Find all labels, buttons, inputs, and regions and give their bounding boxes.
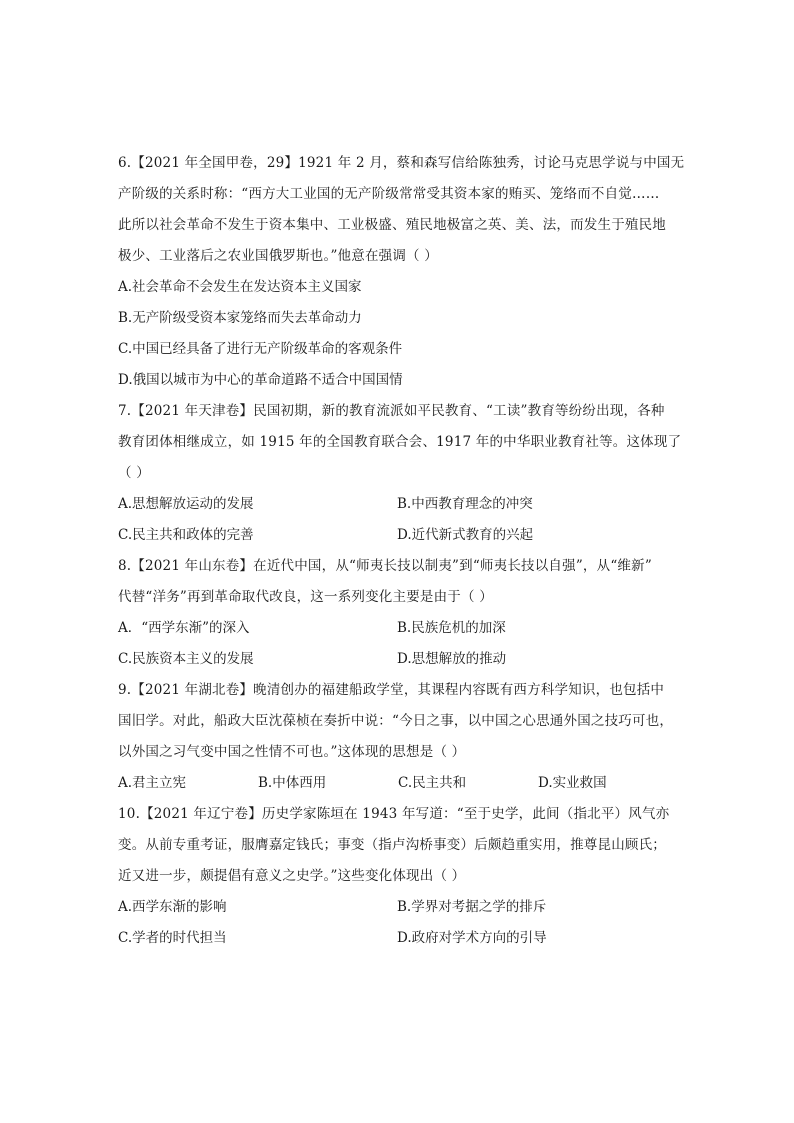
question-6-stem-line-4: 极少、工业落后之农业国俄罗斯也。”他意在强调（ ）	[118, 248, 438, 264]
question-6-option-c: C.中国已经具备了进行无产阶级革命的客观条件	[118, 341, 403, 357]
question-10-option-a: A.西学东渐的影响	[118, 899, 227, 915]
question-10-option-d: D.政府对学术方向的引导	[397, 930, 547, 946]
question-8-stem-line-2: 代替“洋务”再到革命取代改良，这一系列变化主要是由于（ ）	[118, 589, 493, 605]
question-10-options-row-2	[118, 923, 678, 954]
question-list	[118, 148, 685, 954]
question-8-option-a: A．“西学东渐”的深入	[118, 620, 250, 636]
question-10-stem-line-1: 10.【2021 年辽宁卷】历史学家陈垣在 1943 年写道：“至于史学，此间（指北平）风气亦	[118, 806, 670, 822]
question-8-options-row-1	[118, 613, 678, 644]
question-7-option-a: A.思想解放运动的发展	[118, 496, 254, 512]
question-6-stem-line-1: 6.【2021 年全国甲卷，29】1921 年 2 月，蔡和森写信给陈独秀，讨论马克思学说与中国无	[118, 155, 685, 171]
question-7	[118, 396, 682, 551]
question-7-option-c: C.民主共和政体的完善	[118, 527, 254, 543]
question-9-option-c: C.民主共和	[398, 775, 467, 791]
question-9-stem-line-2: 国旧学。对此，船政大臣沈葆桢在奏折中说：“今日之事，以中国之心思通外国之技巧可也，	[118, 713, 674, 729]
question-10-stem-line-3: 近又进一步，颇提倡有意义之史学。”这些变化体现出（ ）	[118, 868, 466, 884]
question-7-option-b: B.中西教育理念的冲突	[397, 496, 533, 512]
question-7-stem-line-3: （ ）	[118, 465, 150, 481]
question-8-option-d: D.思想解放的推动	[397, 651, 507, 667]
question-9-option-a: A.君主立宪	[118, 775, 187, 791]
question-8-stem-line-1: 8.【2021 年山东卷】在近代中国，从“师夷长技以制夷”到“师夷长技以自强”，从“维新”	[118, 558, 652, 574]
question-6-option-a: A.社会革命不会发生在发达资本主义国家	[118, 279, 362, 295]
question-7-stem-line-1: 7.【2021 年天津卷】民国初期，新的教育流派如平民教育、“工读”教育等纷纷出现，各种	[118, 403, 665, 419]
question-9-options-row	[118, 768, 678, 799]
question-6-stem-line-3: 此所以社会革命不发生于资本集中、工业极盛、殖民地极富之英、美、法，而发生于殖民地	[118, 217, 666, 233]
question-8	[118, 551, 678, 675]
question-9-stem-line-1: 9.【2021 年湖北卷】晚清创办的福建船政学堂，其课程内容既有西方科学知识，也包括中	[118, 682, 665, 698]
question-8-option-b: B.民族危机的加深	[397, 620, 506, 636]
question-7-option-d: D.近代新式教育的兴起	[397, 527, 534, 543]
question-9-option-b: B.中体西用	[258, 775, 327, 791]
question-10-option-c: C.学者的时代担当	[118, 930, 227, 946]
question-8-option-c: C.民族资本主义的发展	[118, 651, 254, 667]
question-6-option-d: D.俄国以城市为中心的革命道路不适合中国国情	[118, 372, 403, 388]
question-9-option-d: D.实业救国	[538, 775, 607, 791]
question-10-option-b: B.学界对考据之学的排斥	[397, 899, 547, 915]
question-6-stem-line-2: 产阶级的关系时称：“西方大工业国的无产阶级常常受其资本家的贿买、笼络而不自觉……	[118, 186, 660, 202]
question-7-stem-line-2: 教育团体相继成立，如 1915 年的全国教育联合会、1917 年的中华职业教育社等。这体现了	[118, 434, 682, 450]
question-7-options-row-1	[118, 489, 678, 520]
question-7-options-row-2	[118, 520, 678, 551]
question-8-options-row-2	[118, 644, 678, 675]
question-6	[118, 148, 685, 396]
question-10-options-row-1	[118, 892, 678, 923]
question-9	[118, 675, 678, 799]
question-9-stem-line-3: 以外国之习气变中国之性情不可也。”这体现的思想是（ ）	[118, 744, 466, 760]
question-10-stem-line-2: 变。从前专重考证，服膺嘉定钱氏；事变（指卢沟桥事变）后颇趋重实用，推尊昆山顾氏；	[118, 837, 666, 853]
question-10	[118, 799, 678, 954]
question-6-option-b: B.无产阶级受资本家笼络而失去革命动力	[118, 310, 362, 326]
